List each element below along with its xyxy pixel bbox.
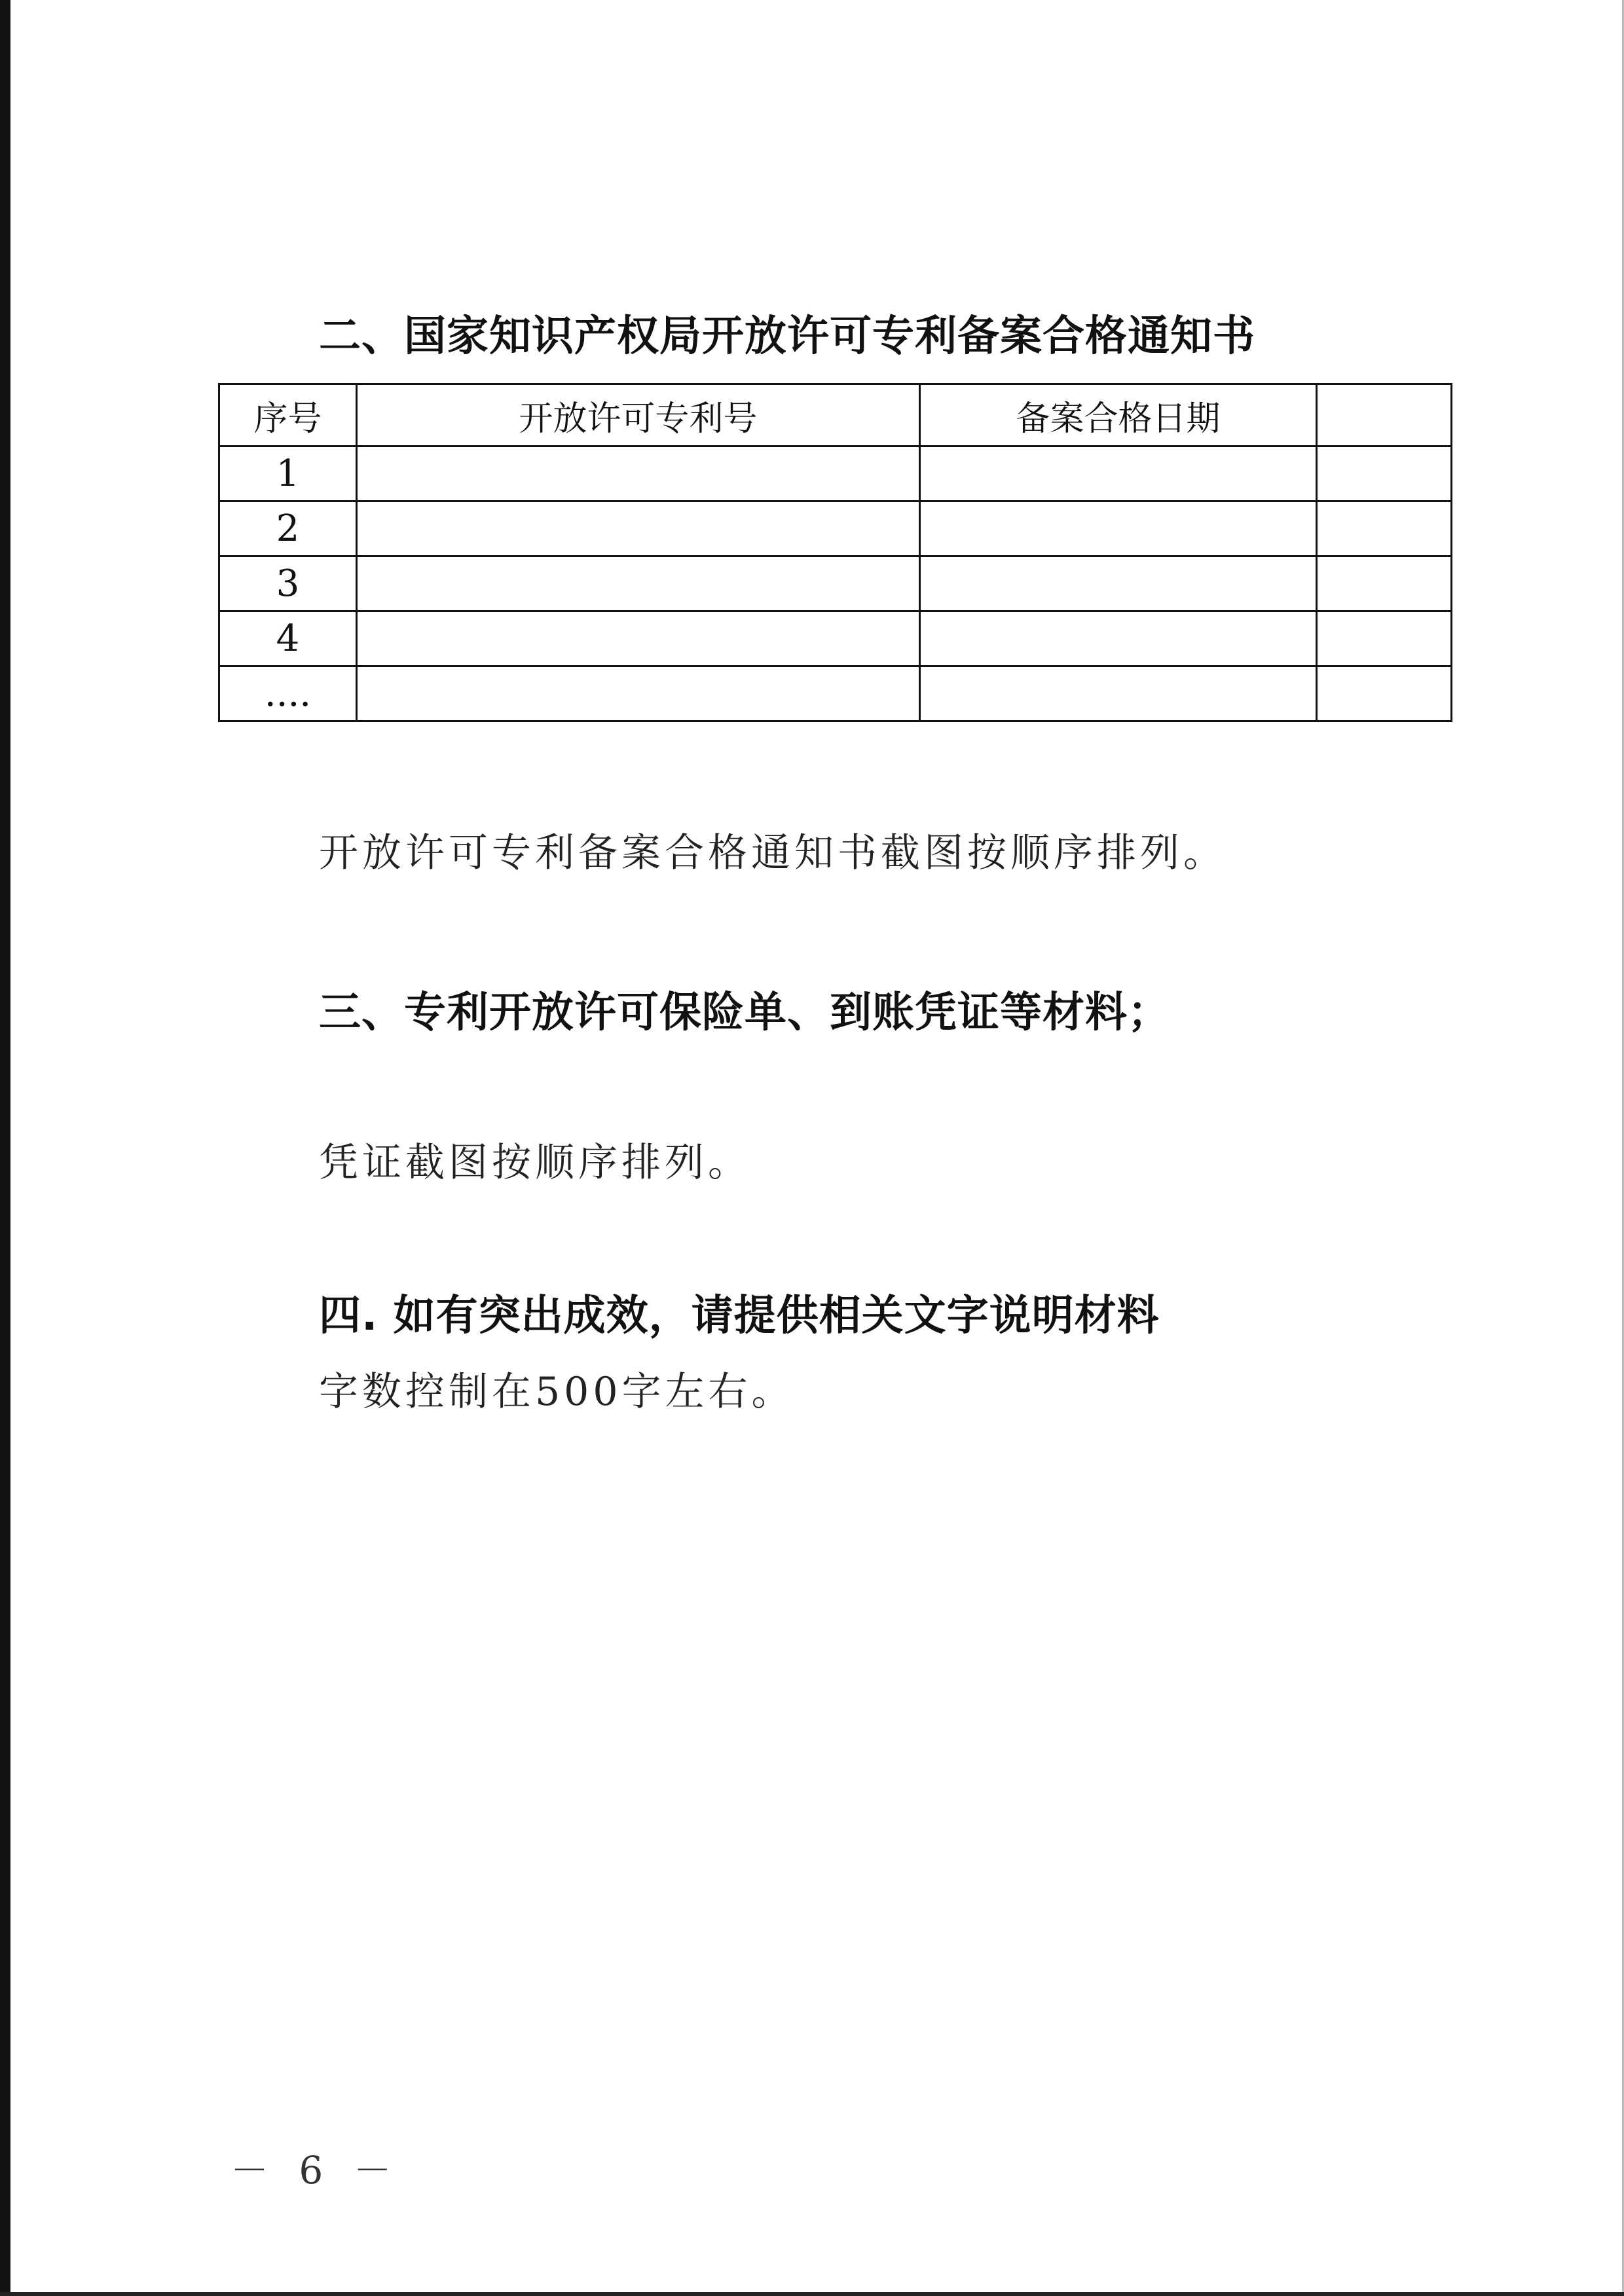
table-row	[219, 556, 1452, 611]
row-extra	[1317, 501, 1452, 556]
row-filing-date	[920, 611, 1317, 666]
row-seq: 3	[219, 556, 357, 611]
header-filing-date: 备案合格日期	[920, 384, 1317, 446]
row-patent-number	[357, 446, 920, 501]
section-2-note: 开放许可专利备案合格通知书截图按顺序排列。	[319, 830, 1227, 876]
section-4-heading: 四. 如有突出成效，请提供相关文字说明材料	[319, 1292, 1160, 1340]
row-patent-number	[357, 556, 920, 611]
section-4-note: 字数控制在500字左右。	[319, 1369, 795, 1415]
row-seq: 2	[219, 501, 357, 556]
row-filing-date	[920, 666, 1317, 721]
table-row	[219, 611, 1452, 666]
header-patent-number: 开放许可专利号	[357, 384, 920, 446]
row-filing-date	[920, 556, 1317, 611]
row-patent-number	[357, 666, 920, 721]
section-2-heading: 二、国家知识产权局开放许可专利备案合格通知书	[319, 312, 1255, 361]
scan-edge-bottom	[0, 2292, 1624, 2296]
row-seq: 1	[219, 446, 357, 501]
section-3-heading: 三、专利开放许可保险单、到账凭证等材料；	[319, 989, 1170, 1037]
row-extra	[1317, 666, 1452, 721]
page-number: － 6 －	[231, 2148, 401, 2193]
scan-edge-left	[0, 0, 10, 2296]
row-extra	[1317, 556, 1452, 611]
row-extra	[1317, 611, 1452, 666]
section-3-note: 凭证截图按顺序排列。	[319, 1140, 751, 1186]
filing-table	[218, 383, 1452, 722]
row-extra	[1317, 446, 1452, 501]
row-seq: ....	[219, 666, 357, 721]
row-patent-number	[357, 611, 920, 666]
row-filing-date	[920, 501, 1317, 556]
row-filing-date	[920, 446, 1317, 501]
table-header-row	[219, 384, 1452, 446]
header-seq: 序号	[219, 384, 357, 446]
table-row	[219, 666, 1452, 721]
header-extra	[1317, 384, 1452, 446]
table-row	[219, 446, 1452, 501]
row-seq: 4	[219, 611, 357, 666]
row-patent-number	[357, 501, 920, 556]
table-row	[219, 501, 1452, 556]
